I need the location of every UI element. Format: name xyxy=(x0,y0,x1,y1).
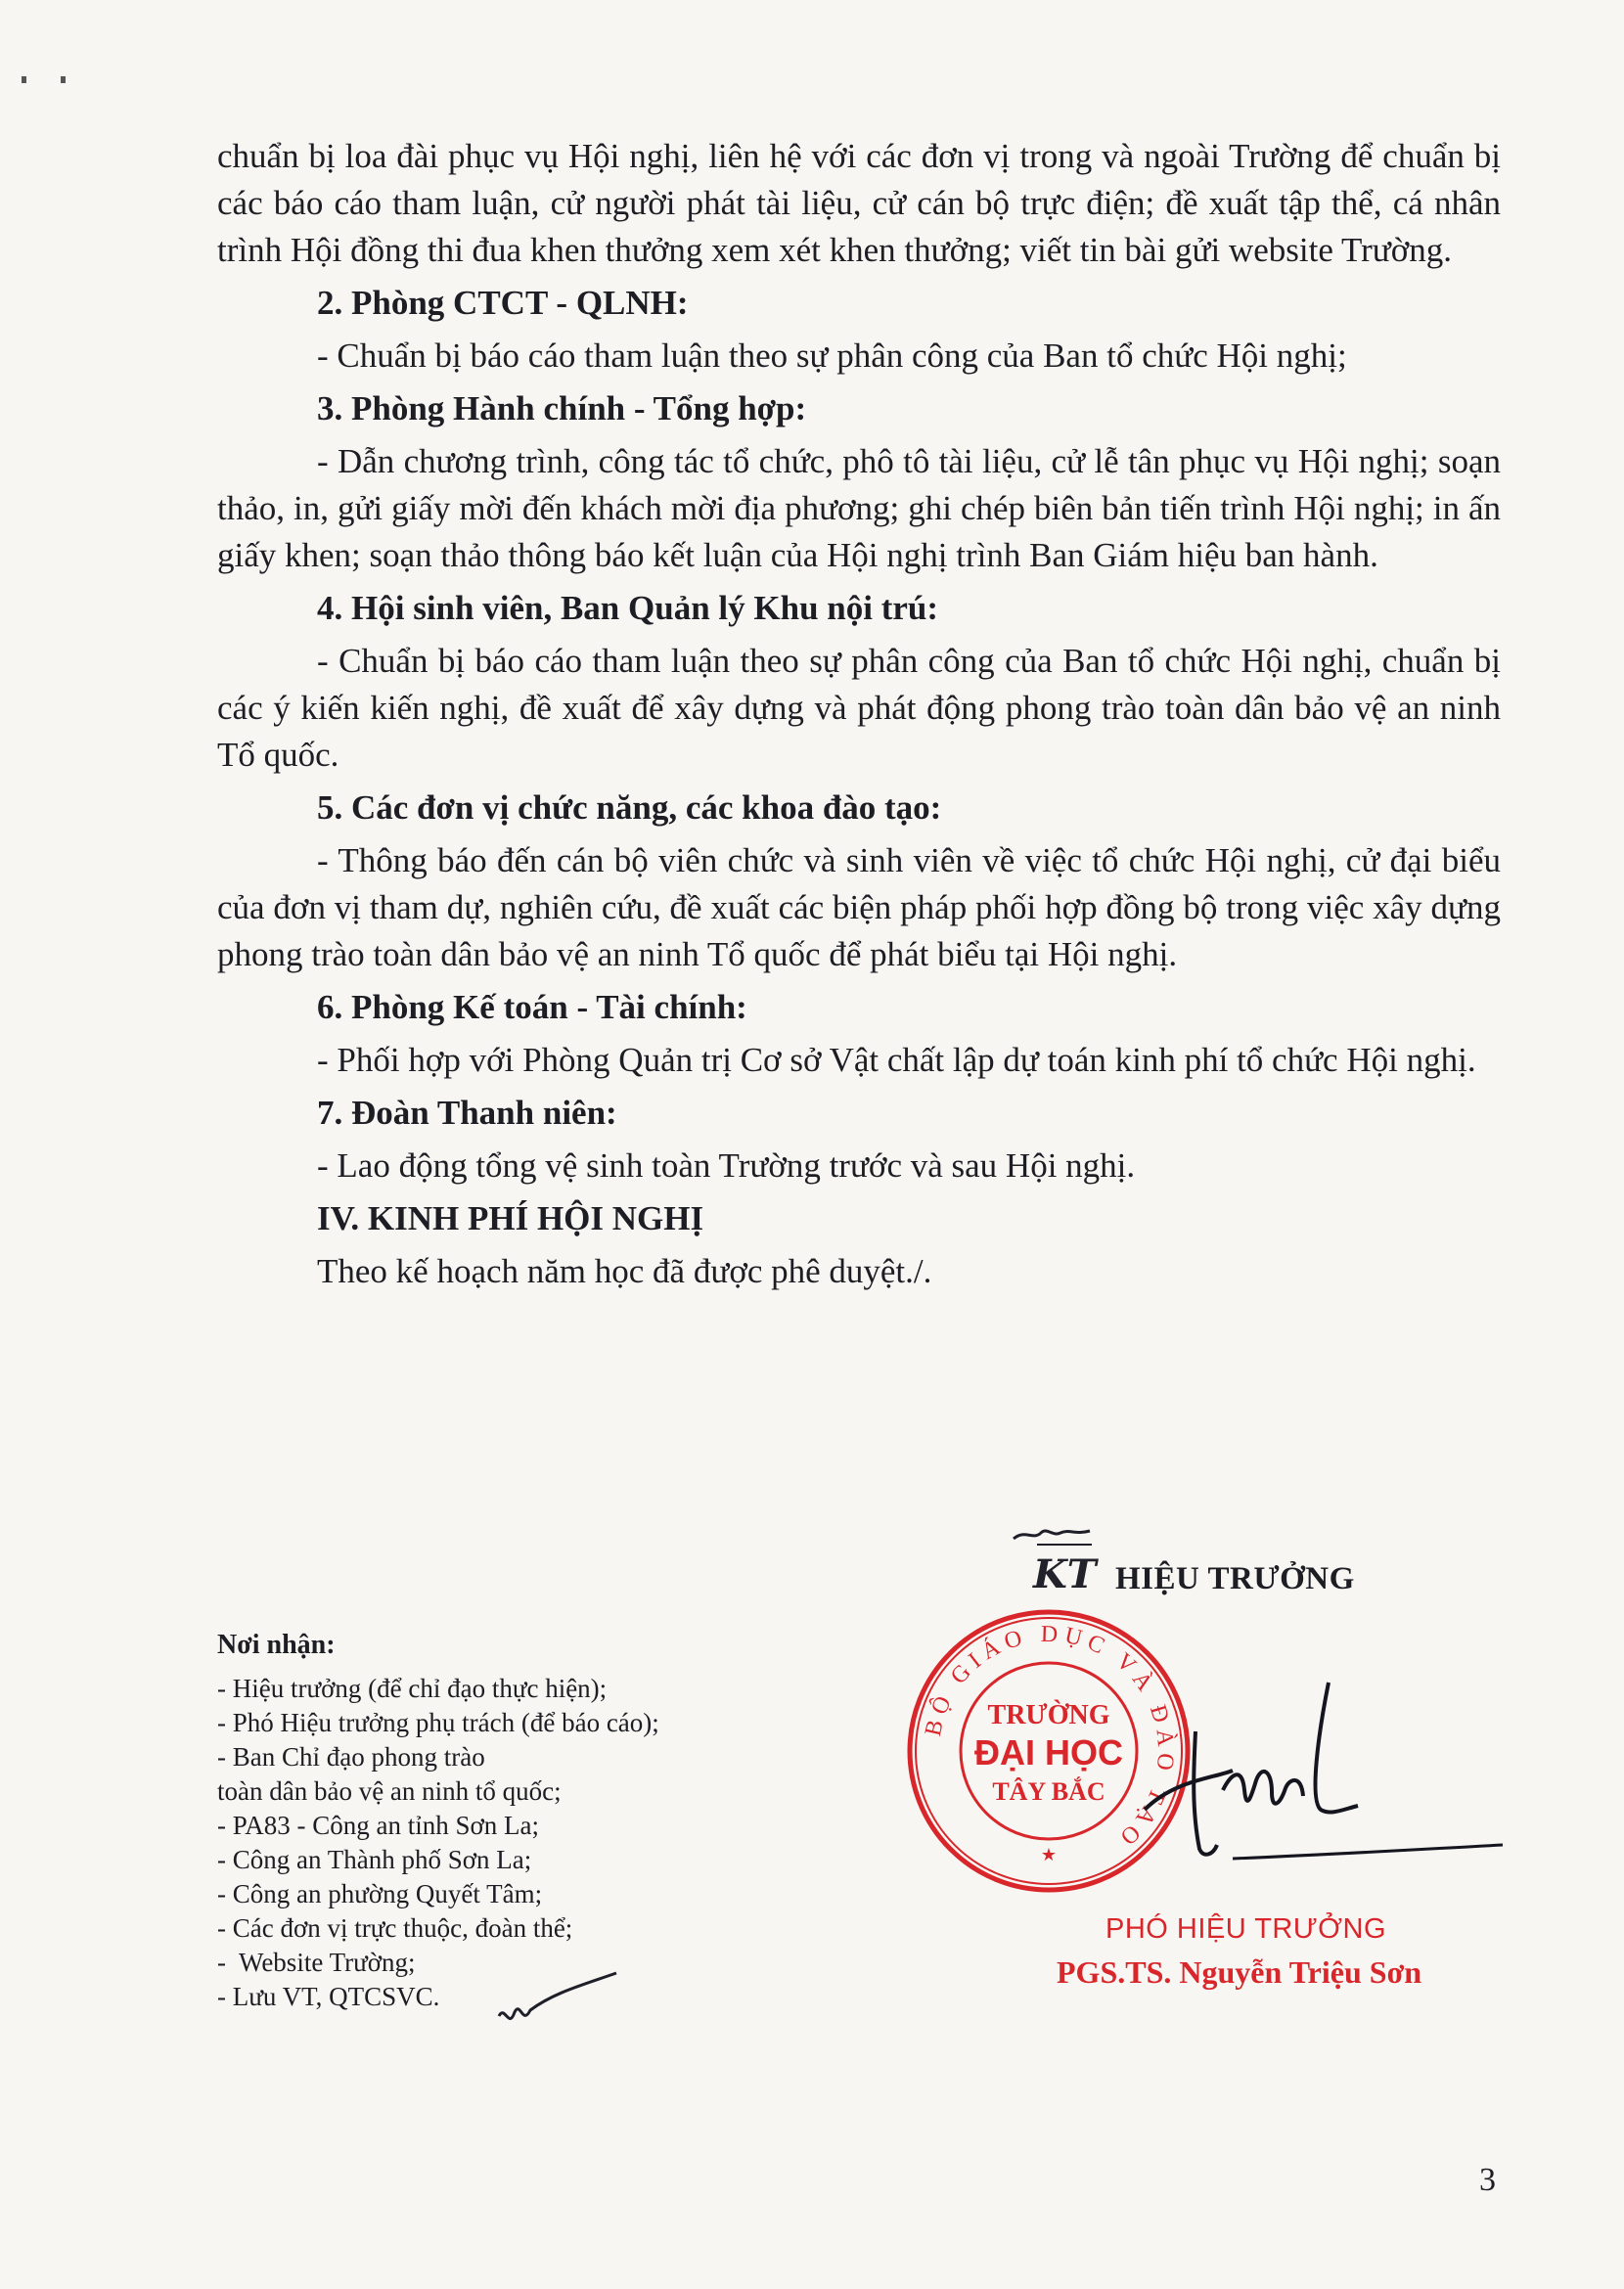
scan-mark xyxy=(22,76,26,83)
scan-mark xyxy=(61,76,66,83)
recipients-list xyxy=(217,1672,765,2014)
signer-role: PHÓ HIỆU TRƯỞNG xyxy=(1105,1913,1387,1945)
recipient-item: - PA83 - Công an tỉnh Sơn La; xyxy=(217,1811,540,1840)
recipient-item: - Website Trường; xyxy=(217,1948,416,1977)
initials-mark xyxy=(1008,1511,1096,1550)
body-paragraph: - Chuẩn bị báo cáo tham luận theo sự phân công của Ban tổ chức Hội nghị, chuẩn bị các ý kiến kiến nghị, đề xuất để xây dựng và phát động phong trào toàn dân bảo vệ an ninh Tổ quốc. xyxy=(217,642,1501,774)
recipient-item: - Ban Chỉ đạo phong trào xyxy=(217,1742,485,1772)
seal-star-icon: ★ xyxy=(1040,1845,1058,1865)
section-heading: 7. Đoàn Thanh niên: xyxy=(317,1094,617,1132)
recipient-item: - Công an Thành phố Sơn La; xyxy=(217,1845,532,1874)
seal-line3: TÂY BẮC xyxy=(992,1777,1105,1806)
signer-name: PGS.TS. Nguyễn Triệu Sơn xyxy=(1057,1954,1422,1990)
seal-line2: ĐẠI HỌC xyxy=(974,1732,1123,1773)
body-paragraph: - Thông báo đến cán bộ viên chức và sinh viên về việc tổ chức Hội nghị, cử đại biểu của đơn vị tham dự, nghiên cứu, đề xuất các biện pháp phối hợp đồng bộ trong việc xây dựng phong trào toàn dân bảo vệ an ninh Tổ quốc để phát biểu tại Hội nghị. xyxy=(217,841,1501,973)
kt-prefix: KT xyxy=(1033,1551,1097,1597)
body-paragraph: - Dẫn chương trình, công tác tổ chức, phô tô tài liệu, cử lễ tân phục vụ Hội nghị; soạn thảo, in, gửi giấy mời đến khách mời địa phương; ghi chép biên bản tiến trình Hội nghị; in ấn giấy khen; soạn thảo thông báo kết luận của Hội nghị trình Ban Giám hiệu ban hành. xyxy=(217,442,1501,574)
body-paragraph: - Chuẩn bị báo cáo tham luận theo sự phân công của Ban tổ chức Hội nghị; xyxy=(317,337,1347,375)
page-number: 3 xyxy=(1479,2162,1496,2198)
recipient-item: - Các đơn vị trực thuộc, đoàn thể; xyxy=(217,1913,573,1943)
recipients-heading: Nơi nhận: xyxy=(217,1630,336,1660)
section-heading: 6. Phòng Kế toán - Tài chính: xyxy=(317,988,747,1026)
body-paragraph: - Lao động tổng vệ sinh toàn Trường trước và sau Hội nghị. xyxy=(317,1146,1136,1185)
recipient-item: - Lưu VT, QTCSVC. xyxy=(217,1982,440,2011)
document-body xyxy=(217,133,1501,1295)
handwritten-signature xyxy=(1135,1663,1507,1878)
section-heading: 4. Hội sinh viên, Ban Quản lý Khu nội trú: xyxy=(317,589,939,627)
recipient-item: - Hiệu trưởng (để chỉ đạo thực hiện); xyxy=(217,1674,608,1703)
section-heading: IV. KINH PHÍ HỘI NGHỊ xyxy=(317,1199,704,1237)
seal-outer-text: BỘ GIÁO DỤC VÀ ĐÀO TẠO xyxy=(920,1621,1179,1854)
body-paragraph: Theo kế hoạch năm học đã được phê duyệt./. xyxy=(317,1252,932,1290)
signer-title: HIỆU TRƯỞNG xyxy=(1115,1561,1355,1596)
section-heading: 3. Phòng Hành chính - Tổng hợp: xyxy=(317,389,807,427)
section-heading: 2. Phòng CTCT - QLNH: xyxy=(317,284,689,322)
recipient-item: - Phó Hiệu trưởng phụ trách (để báo cáo); xyxy=(217,1708,659,1737)
section-heading: 5. Các đơn vị chức năng, các khoa đào tạo: xyxy=(317,788,942,827)
body-paragraph: - Phối hợp với Phòng Quản trị Cơ sở Vật chất lập dự toán kinh phí tổ chức Hội nghị. xyxy=(317,1041,1476,1079)
initials-mark xyxy=(495,1961,622,2035)
recipients-block xyxy=(217,1628,765,2014)
recipient-item: - Công an phường Quyết Tâm; xyxy=(217,1879,543,1908)
recipient-item: toàn dân bảo vệ an ninh tổ quốc; xyxy=(217,1776,562,1806)
seal-line1: TRƯỜNG xyxy=(987,1700,1110,1730)
body-paragraph: chuẩn bị loa đài phục vụ Hội nghị, liên hệ với các đơn vị trong và ngoài Trường để chuẩn bị các báo cáo tham luận, cử người phát tài liệu, cử cán bộ trực điện; đề xuất tập thể, cá nhân trình Hội đồng thi đua khen thưởng xem xét khen thưởng; viết tin bài gửi website Trường. xyxy=(217,137,1501,269)
